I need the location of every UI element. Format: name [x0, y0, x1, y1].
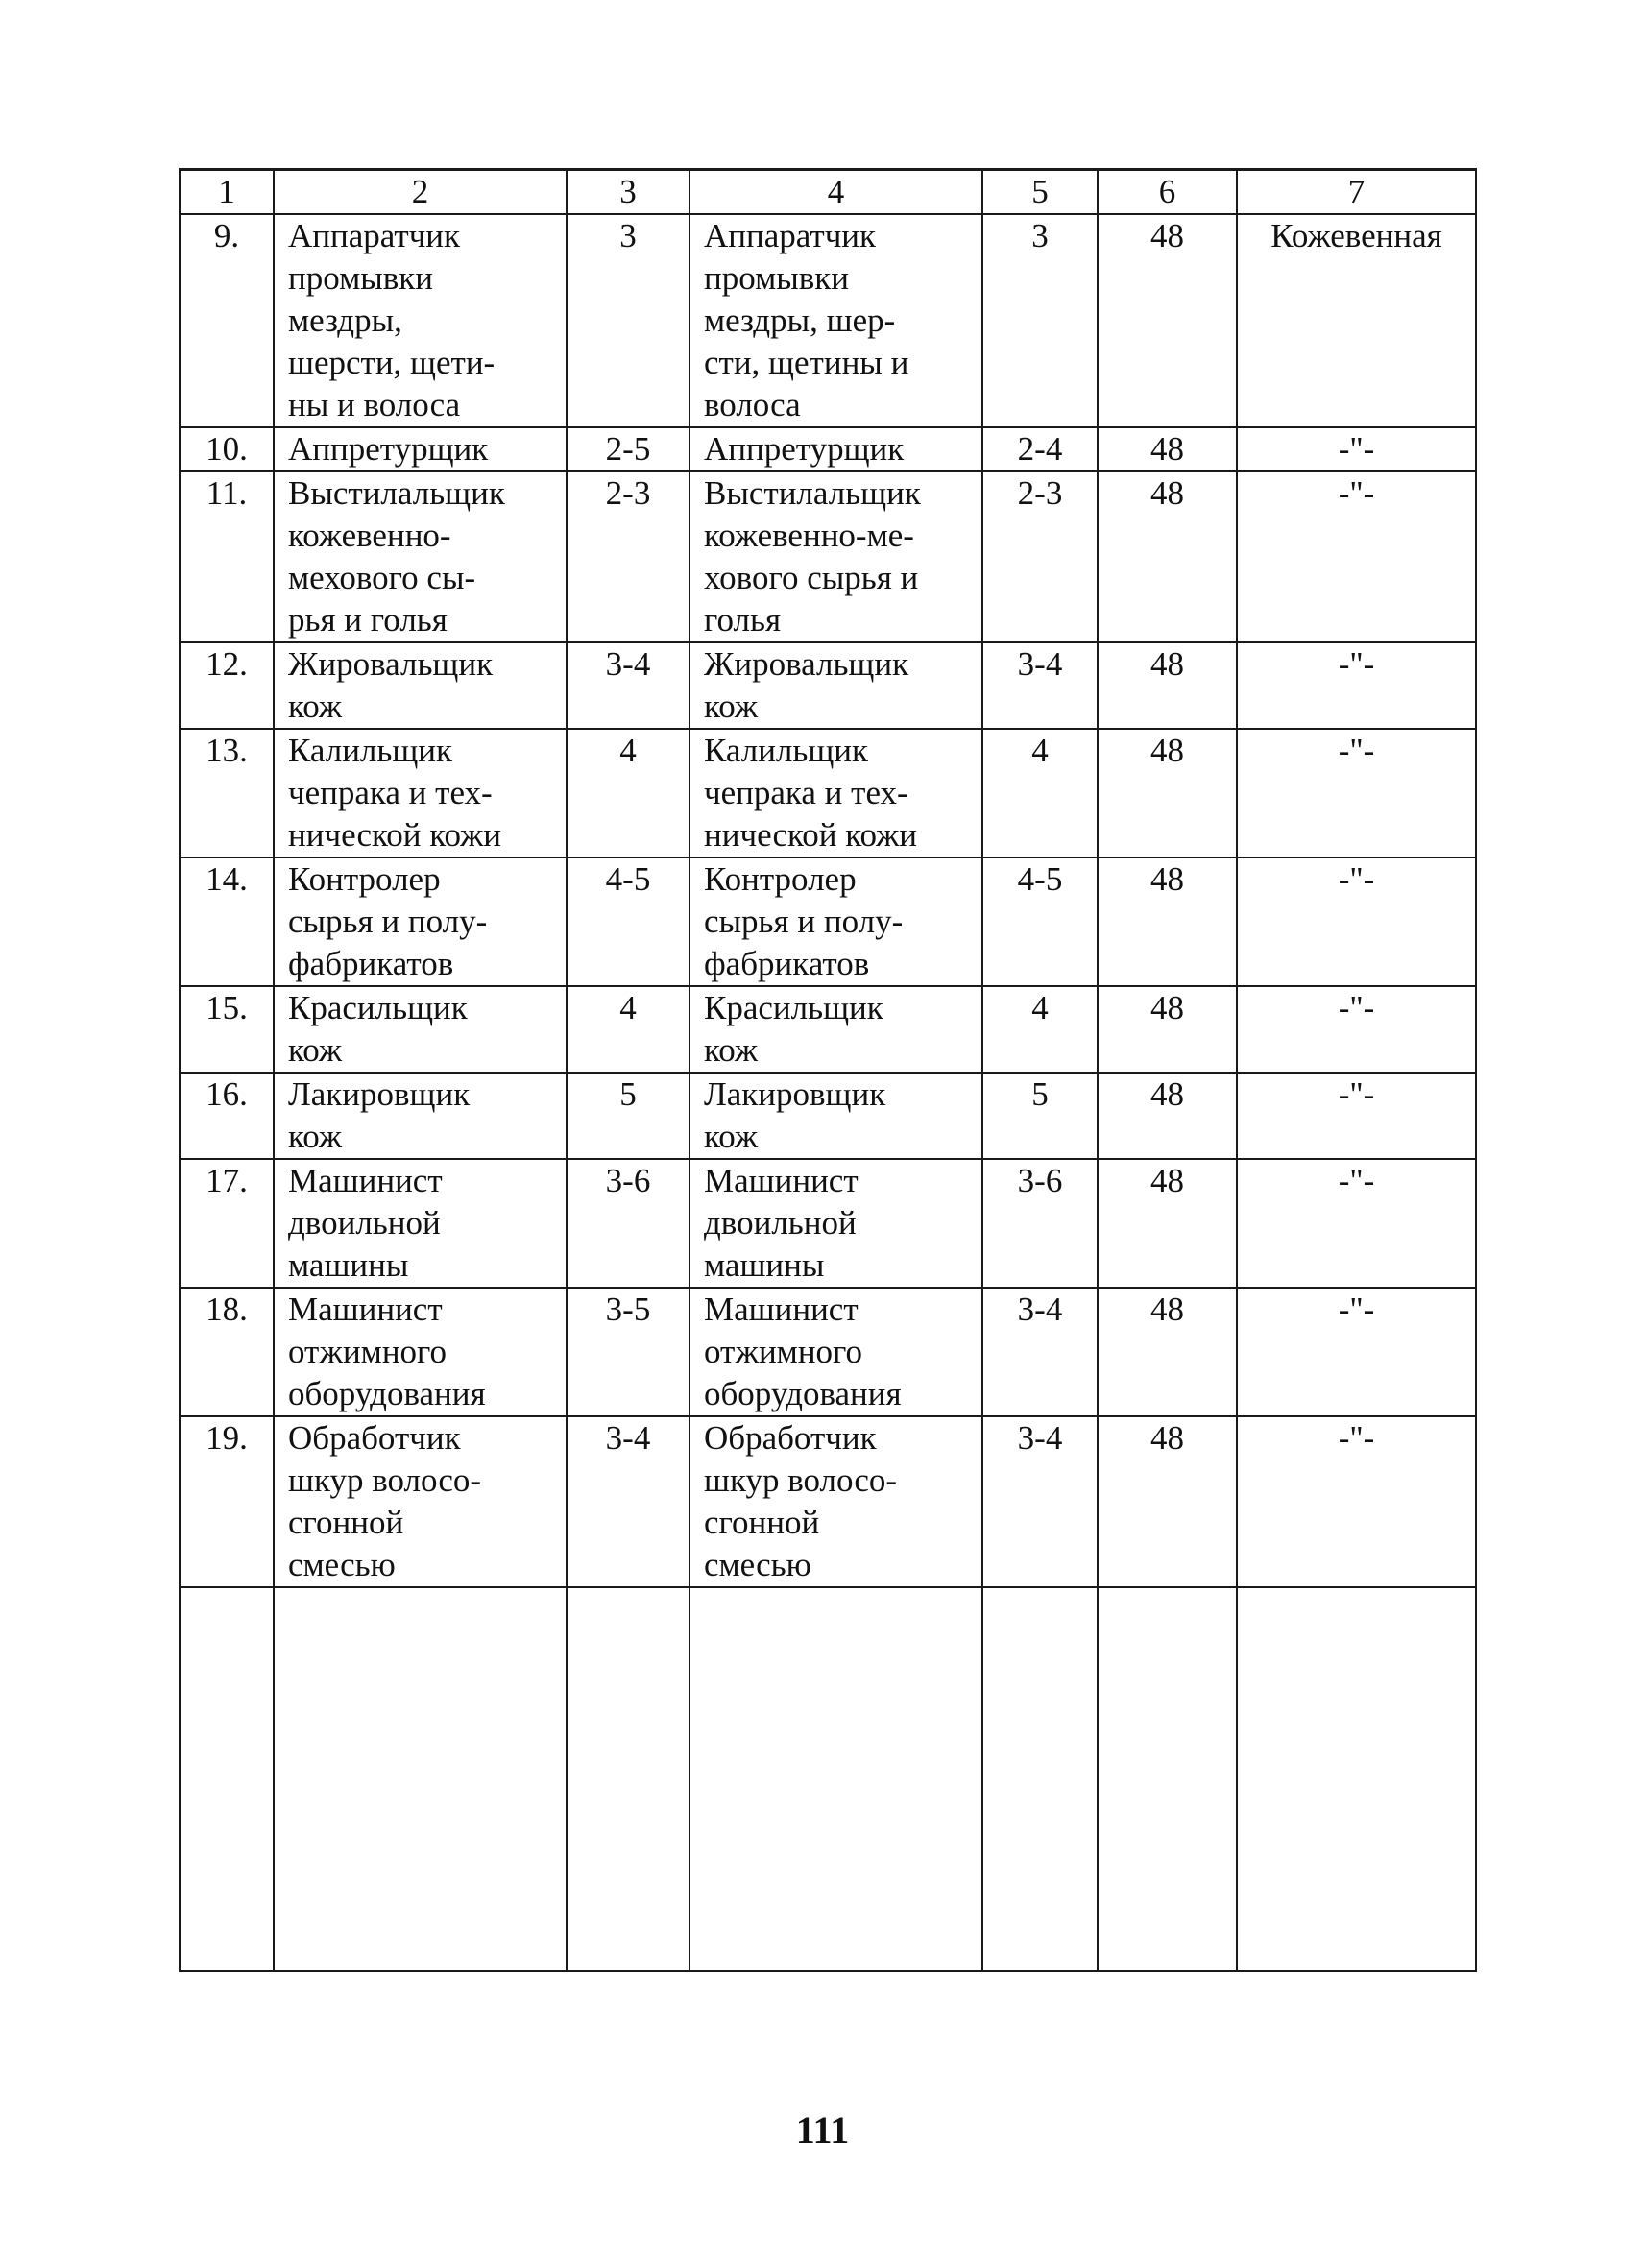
row-number-cell: 17.: [180, 1159, 274, 1288]
page-number: 111: [795, 2109, 850, 2152]
profession-cell: Аппаратчик промывки мездры, шерсти, щети- ны и волоса: [274, 214, 567, 427]
profession-cell: Машинист отжимного оборудования: [274, 1288, 567, 1416]
table-row: [180, 642, 1476, 729]
profession-new-cell: Жировальщик кож: [689, 642, 982, 729]
grade-range-new-cell: 3-6: [982, 1159, 1098, 1288]
hours-cell: 48: [1098, 729, 1237, 857]
hours-cell: 48: [1098, 1159, 1237, 1288]
industry-cell: -"-: [1237, 427, 1476, 471]
profession-cell: Обработчик шкур волосо- сгонной смесью: [274, 1416, 567, 1587]
grade-range-cell: 3-6: [567, 1159, 689, 1288]
grade-range-cell: 2-5: [567, 427, 689, 471]
profession-new-cell: Контролер сырья и полу- фабрикатов: [689, 857, 982, 986]
profession-new-cell: Выстилальщик кожевенно-ме- хового сырья и голья: [689, 471, 982, 642]
profession-new-cell: Машинист двоильной машины: [689, 1159, 982, 1288]
grade-range-new-cell: 3: [982, 214, 1098, 427]
table-row: [180, 857, 1476, 986]
grade-range-cell: 3-5: [567, 1288, 689, 1416]
row-number-cell: 15.: [180, 986, 274, 1073]
hours-cell: 48: [1098, 1073, 1237, 1159]
grade-range-cell: 4-5: [567, 857, 689, 986]
industry-cell: -"-: [1237, 1159, 1476, 1288]
grade-range-cell: 5: [567, 1073, 689, 1159]
row-number-cell: 9.: [180, 214, 274, 427]
grade-range-new-cell: 3-4: [982, 642, 1098, 729]
grade-range-new-cell: 3-4: [982, 1288, 1098, 1416]
grade-range-new-cell: 4: [982, 729, 1098, 857]
profession-new-cell: Калильщик чепрака и тех- нической кожи: [689, 729, 982, 857]
grade-range-new-cell: 4-5: [982, 857, 1098, 986]
table-row: [180, 1288, 1476, 1416]
empty-cell: [1098, 1587, 1237, 1971]
grade-range-cell: 4: [567, 729, 689, 857]
row-number-cell: 12.: [180, 642, 274, 729]
row-number-cell: 18.: [180, 1288, 274, 1416]
profession-new-cell: Лакировщик кож: [689, 1073, 982, 1159]
empty-cell: [982, 1587, 1098, 1971]
table-row: [180, 471, 1476, 642]
header-cell: 4: [689, 170, 982, 215]
header-cell: 3: [567, 170, 689, 215]
hours-cell: 48: [1098, 1288, 1237, 1416]
industry-cell: -"-: [1237, 1288, 1476, 1416]
grade-range-cell: 3-4: [567, 642, 689, 729]
industry-cell: Кожевенная: [1237, 214, 1476, 427]
profession-cell: Красильщик кож: [274, 986, 567, 1073]
hours-cell: 48: [1098, 986, 1237, 1073]
table-row: [180, 1073, 1476, 1159]
grade-range-new-cell: 2-4: [982, 427, 1098, 471]
hours-cell: 48: [1098, 214, 1237, 427]
profession-new-cell: Аппретурщик: [689, 427, 982, 471]
grade-range-new-cell: 5: [982, 1073, 1098, 1159]
grade-range-cell: 2-3: [567, 471, 689, 642]
grade-range-new-cell: 3-4: [982, 1416, 1098, 1587]
table-row: [180, 729, 1476, 857]
header-cell: 6: [1098, 170, 1237, 215]
empty-cell: [689, 1587, 982, 1971]
profession-new-cell: Аппаратчик промывки мездры, шер- сти, щетины и волоса: [689, 214, 982, 427]
hours-cell: 48: [1098, 642, 1237, 729]
professions-table: [179, 168, 1477, 1972]
row-number-cell: 10.: [180, 427, 274, 471]
profession-new-cell: Машинист отжимного оборудования: [689, 1288, 982, 1416]
industry-cell: -"-: [1237, 729, 1476, 857]
profession-new-cell: Красильщик кож: [689, 986, 982, 1073]
profession-cell: Жировальщик кож: [274, 642, 567, 729]
table-row: [180, 1416, 1476, 1587]
profession-cell: Контролер сырья и полу- фабрикатов: [274, 857, 567, 986]
table-row: [180, 986, 1476, 1073]
table-row: [180, 427, 1476, 471]
row-number-cell: 16.: [180, 1073, 274, 1159]
profession-new-cell: Обработчик шкур волосо- сгонной смесью: [689, 1416, 982, 1587]
hours-cell: 48: [1098, 427, 1237, 471]
header-cell: 1: [180, 170, 274, 215]
grade-range-cell: 4: [567, 986, 689, 1073]
empty-cell: [1237, 1587, 1476, 1971]
header-cell: 5: [982, 170, 1098, 215]
empty-row: [180, 1587, 1476, 1971]
industry-cell: -"-: [1237, 857, 1476, 986]
header-row: [180, 170, 1476, 215]
table-row: [180, 1159, 1476, 1288]
table-row: [180, 214, 1476, 427]
grade-range-cell: 3: [567, 214, 689, 427]
header-cell: 2: [274, 170, 567, 215]
industry-cell: -"-: [1237, 471, 1476, 642]
hours-cell: 48: [1098, 1416, 1237, 1587]
row-number-cell: 13.: [180, 729, 274, 857]
profession-cell: Аппретурщик: [274, 427, 567, 471]
profession-cell: Машинист двоильной машины: [274, 1159, 567, 1288]
empty-cell: [274, 1587, 567, 1971]
industry-cell: -"-: [1237, 642, 1476, 729]
row-number-cell: 14.: [180, 857, 274, 986]
row-number-cell: 19.: [180, 1416, 274, 1587]
industry-cell: -"-: [1237, 986, 1476, 1073]
header-cell: 7: [1237, 170, 1476, 215]
hours-cell: 48: [1098, 471, 1237, 642]
industry-cell: -"-: [1237, 1416, 1476, 1587]
empty-cell: [567, 1587, 689, 1971]
profession-cell: Лакировщик кож: [274, 1073, 567, 1159]
row-number-cell: 11.: [180, 471, 274, 642]
grade-range-new-cell: 4: [982, 986, 1098, 1073]
grade-range-new-cell: 2-3: [982, 471, 1098, 642]
industry-cell: -"-: [1237, 1073, 1476, 1159]
profession-cell: Выстилальщик кожевенно- мехового сы- рья и голья: [274, 471, 567, 642]
hours-cell: 48: [1098, 857, 1237, 986]
empty-cell: [180, 1587, 274, 1971]
grade-range-cell: 3-4: [567, 1416, 689, 1587]
profession-cell: Калильщик чепрака и тех- нической кожи: [274, 729, 567, 857]
